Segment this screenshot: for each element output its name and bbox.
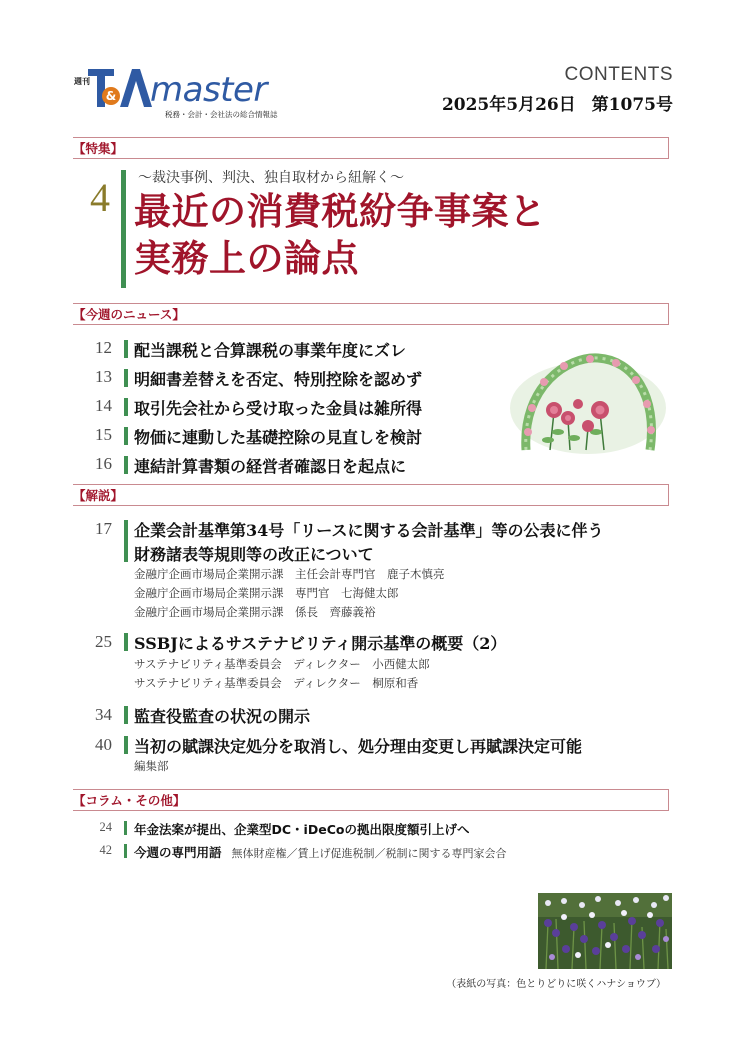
news-bar: [124, 369, 128, 387]
column-bar: [124, 821, 127, 835]
news-page: 15: [95, 425, 112, 444]
commentary-title-line1[interactable]: 企業会計基準第34号「リースに関する会計基準」等の公表に伴う: [134, 521, 604, 540]
section-label-commentary: 【解説】: [73, 486, 127, 504]
news-title[interactable]: 配当課税と合算課税の事業年度にズレ: [134, 341, 407, 360]
news-page: 13: [95, 367, 112, 386]
section-header-columns: [73, 789, 669, 811]
commentary-title-line2[interactable]: 財務諸表等規則等の改正について: [134, 545, 374, 564]
commentary-bar: [124, 520, 128, 562]
issue-date: 2025年5月26日: [441, 95, 576, 115]
commentary-author: 金融庁企画市場局企業開示課 主任会計専門官 鹿子木慎亮: [134, 567, 445, 581]
news-page: 16: [95, 454, 112, 473]
cover-photo-irises: [538, 893, 672, 969]
commentary-author: サステナビリティ基準委員会 ディレクター 小西健太郎: [134, 657, 430, 671]
commentary-author: サステナビリティ基準委員会 ディレクター 桐原和香: [134, 676, 419, 690]
commentary-page: 17: [95, 519, 112, 538]
section-header-commentary: [73, 484, 669, 506]
contents-label: CONTENTS: [564, 64, 673, 85]
news-title[interactable]: 取引先会社から受け取った金員は雑所得: [134, 399, 423, 418]
issue-number: 第1075号: [591, 95, 673, 115]
column-page: 24: [99, 820, 112, 834]
column-bar: [124, 844, 127, 858]
news-page: 12: [95, 338, 112, 357]
commentary-author: 金融庁企画市場局企業開示課 専門官 七海健太郎: [134, 586, 399, 600]
commentary-author: 金融庁企画市場局企業開示課 係長 齊藤義裕: [134, 605, 376, 619]
column-title[interactable]: [134, 843, 507, 861]
photo-caption: （表紙の写真：色とりどりに咲くハナショウブ）: [446, 979, 666, 990]
logo-master-text: master: [150, 70, 267, 110]
issue-info: [442, 90, 673, 115]
feature-bar: [121, 170, 126, 288]
commentary-page: 25: [95, 632, 112, 651]
svg-text:&: &: [105, 89, 117, 103]
column-page: 42: [99, 843, 112, 857]
logo-weekly-label: 週刊: [74, 77, 90, 86]
column-title[interactable]: [134, 820, 469, 838]
commentary-title-line1[interactable]: SSBJによるサステナビリティ開示基準の概要（2）: [134, 634, 507, 653]
commentary-page: 34: [95, 705, 112, 724]
news-title[interactable]: 物価に連動した基礎控除の見直しを検討: [134, 428, 423, 447]
column-title-main: 年金法案が提出、企業型DC・iDeCoの拠出限度額引上げへ: [134, 822, 470, 837]
commentary-page: 40: [95, 735, 112, 754]
news-page: 14: [95, 396, 112, 415]
section-label-news: 【今週のニュース】: [73, 305, 189, 323]
feature-title[interactable]: [134, 188, 674, 282]
logo-ta-mark: [84, 66, 154, 110]
feature-title-line1: 最近の消費税紛争事案と: [134, 190, 547, 233]
section-label-feature: 【特集】: [73, 139, 127, 157]
rose-arch-illustration: [508, 346, 668, 458]
commentary-bar: [124, 706, 128, 724]
feature-title-line2: 実務上の論点: [134, 237, 359, 280]
section-header-feature: [73, 137, 669, 159]
logo-tagline: 税務・会計・会社法の総合情報誌: [165, 110, 278, 119]
news-title[interactable]: 明細書差替えを否定、特別控除を認めず: [134, 370, 423, 389]
section-header-news: [73, 303, 669, 325]
news-bar: [124, 456, 128, 474]
commentary-bar: [124, 633, 128, 651]
commentary-author: 編集部: [134, 759, 169, 773]
news-bar: [124, 398, 128, 416]
news-title[interactable]: 連結計算書類の経営者確認日を起点に: [134, 457, 407, 476]
commentary-title-line1[interactable]: 当初の賦課決定処分を取消し、処分理由変更し再賦課決定可能: [134, 737, 583, 756]
news-bar: [124, 427, 128, 445]
section-label-columns: 【コラム・その他】: [73, 791, 189, 809]
feature-page[interactable]: 4: [90, 175, 110, 220]
feature-subtitle: ～裁決事例、判決、独自取材から紐解く～: [138, 170, 404, 186]
column-title-main: 今週の専門用語: [134, 845, 222, 860]
news-bar: [124, 340, 128, 358]
column-title-terms: 無体財産権／賃上げ促進税制／税制に関する専門家会合: [231, 847, 507, 860]
commentary-bar: [124, 736, 128, 754]
commentary-title-line1[interactable]: 監査役監査の状況の開示: [134, 707, 311, 726]
